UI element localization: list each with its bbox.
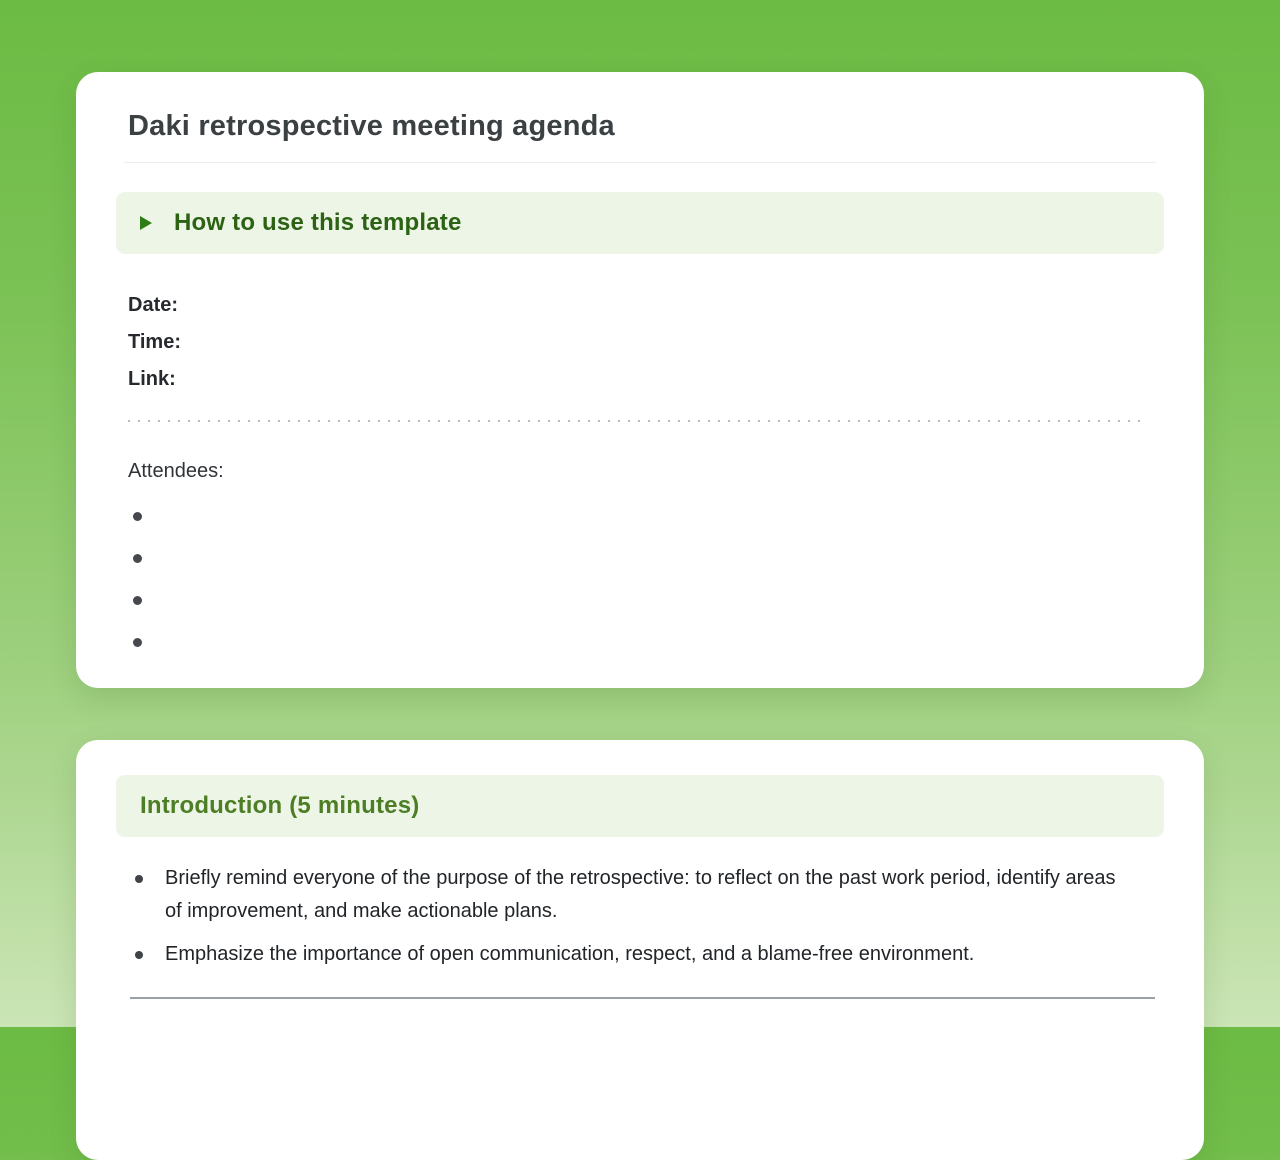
attendee-bullet[interactable] — [76, 580, 1204, 622]
document-title[interactable]: Daki retrospective meeting agenda — [128, 110, 615, 142]
meta-fields — [128, 287, 1152, 398]
collapsible-section-how-to-use[interactable] — [116, 192, 1164, 254]
introduction-heading-label: Introduction (5 minutes) — [140, 792, 420, 819]
link-field-label[interactable]: Link: — [128, 368, 176, 390]
title-divider — [124, 162, 1156, 163]
dotted-divider — [128, 420, 1148, 422]
triangle-right-icon — [140, 216, 152, 230]
attendees-label[interactable]: Attendees: — [128, 460, 224, 482]
introduction-bullet-list — [76, 862, 1204, 971]
date-field-label[interactable]: Date: — [128, 294, 179, 316]
time-field-label[interactable]: Time: — [128, 331, 181, 353]
list-item[interactable]: Emphasize the importance of open communication, respect, and a blame-free environment. — [76, 938, 1125, 971]
introduction-section-heading[interactable] — [116, 775, 1164, 837]
attendee-bullet[interactable] — [76, 538, 1204, 580]
section-divider-rule — [130, 997, 1155, 999]
document-header-card — [76, 72, 1204, 688]
attendee-bullet[interactable] — [76, 622, 1204, 664]
list-item[interactable]: Briefly remind everyone of the purpose of the retrospective: to reflect on the past work period, identify areas of improvement, and make actionable plans. — [76, 862, 1125, 928]
introduction-section-card — [76, 740, 1204, 1160]
attendee-list — [76, 496, 1204, 664]
collapsible-section-label: How to use this template — [174, 209, 462, 236]
attendee-bullet[interactable] — [76, 496, 1204, 538]
